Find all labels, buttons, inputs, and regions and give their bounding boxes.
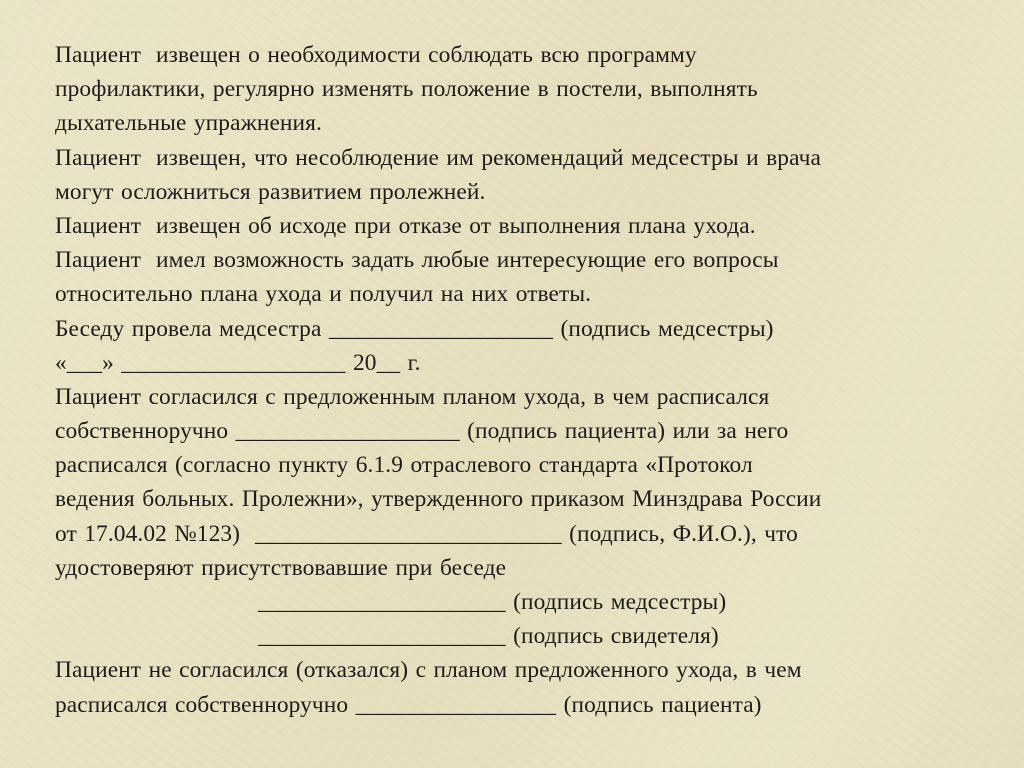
text-line: Пациент извещен, что несоблюдение им рекомендаций медсестры и врача — [55, 144, 821, 171]
text-line: профилактики, регулярно изменять положение в постели, выполнять — [55, 76, 758, 103]
text-line: Пациент имел возможность задать любые интересующие его вопросы — [55, 247, 779, 274]
date-line: «___» ___________________ 20__ г. — [55, 349, 421, 376]
text-line: расписался (согласно пункту 6.1.9 отраслевого стандарта «Протокол — [55, 452, 753, 479]
text-line: ведения больных. Пролежни», утвержденного приказом Минздрава России — [55, 486, 822, 513]
signature-fio-line: от 17.04.02 №123) __________________________ (подпись, Ф.И.О.), что — [55, 520, 798, 547]
text-line: Пациент согласился с предложенным планом ухода, в чем расписался — [55, 383, 770, 410]
text-line: могут осложниться развитием пролежней. — [55, 178, 486, 205]
text-line: относительно плана ухода и получил на них ответы. — [55, 281, 592, 308]
text-line: Пациент не согласился (отказался) с планом предложенного ухода, в чем — [55, 657, 802, 684]
nurse-witness-signature-line: _____________________ (подпись медсестры) — [258, 589, 727, 615]
refusal-signature-line: расписался собственноручно _________________ (подпись пациента) — [55, 691, 762, 718]
text-line: дыхательные упражнения. — [55, 110, 322, 137]
text-line: Пациент извещен о необходимости соблюдать всю программу — [55, 42, 697, 68]
patient-signature-line: собственноручно ___________________ (подпись пациента) или за него — [55, 418, 789, 445]
nurse-signature-line: Беседу провела медсестра ___________________ (подпись медсестры) — [55, 315, 774, 342]
witness-signature-line: _____________________ (подпись свидетеля) — [258, 623, 719, 650]
text-line: удостоверяют присутствовавшие при беседе — [55, 554, 507, 581]
text-line: Пациент извещен об исходе при отказе от выполнения плана ухода. — [55, 212, 756, 239]
